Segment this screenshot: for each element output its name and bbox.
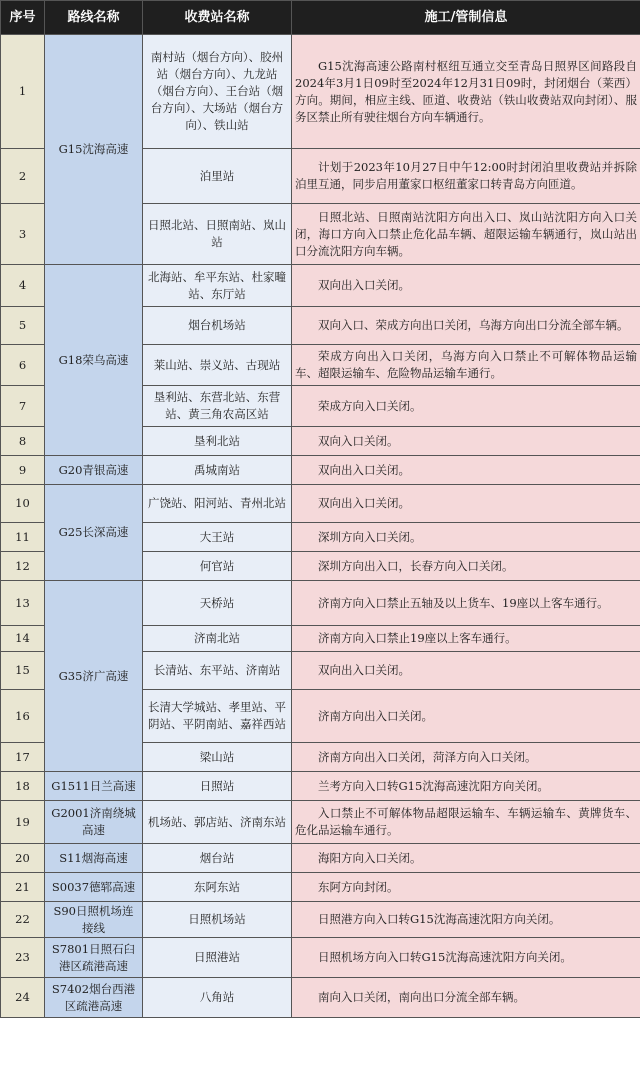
station-name: 日照机场站: [143, 902, 292, 938]
route-name: G25长深高速: [45, 485, 143, 581]
control-info-text: 济南方向入口禁止五轴及以上货车、19座以上客车通行。: [318, 595, 609, 610]
table-row: [1, 35, 640, 149]
station-name: 长清大学城站、孝里站、平阴站、平阴南站、嘉祥西站: [143, 690, 292, 743]
control-info: [292, 690, 640, 743]
control-info-text: 荣成方向入口关闭。: [318, 398, 422, 413]
route-name: G1511日兰高速: [45, 772, 143, 801]
row-index: 7: [1, 386, 45, 427]
route-name: G35济广高速: [45, 581, 143, 772]
row-index: 11: [1, 523, 45, 552]
row-index: 21: [1, 873, 45, 902]
route-name: G15沈海高速: [45, 35, 143, 265]
control-info: [292, 149, 640, 204]
control-info: [292, 581, 640, 626]
control-info-text: 计划于2023年10月27日中午12:00时封闭泊里收费站并拆除泊里互通，同步启用董家口枢纽董家口转青岛方向匝道。: [295, 160, 637, 191]
control-info-text: 南向入口关闭，南向出口分流全部车辆。: [318, 990, 525, 1004]
control-info-text: 双向出入口关闭。: [318, 663, 410, 677]
row-index: 23: [1, 938, 45, 978]
control-info-text: 济南方向出入口关闭。: [318, 708, 433, 723]
table-row: [1, 844, 640, 873]
control-info: [292, 902, 640, 938]
header-route: 路线名称: [45, 1, 143, 35]
station-name: 机场站、郭店站、济南东站: [143, 801, 292, 844]
row-index: 1: [1, 35, 45, 149]
station-name: 天桥站: [143, 581, 292, 626]
control-info-text: 荣成方向出入口关闭，乌海方向入口禁止不可解体物品运输车、超限运输车、危险物品运输车通行。: [295, 349, 637, 380]
route-name: G20青银高速: [45, 456, 143, 485]
control-info-text: 入口禁止不可解体物品超限运输车、车辆运输车、黄牌货车、危化品运输车通行。: [295, 806, 637, 837]
table-row: [1, 485, 640, 523]
control-info-text: 日照北站、日照南站沈阳方向出入口、岚山站沈阳方向入口关闭，海口方向入口禁止危化品车辆、超限运输车辆通行，岚山站出口分流沈阳方向车辆。: [295, 209, 637, 258]
station-name: 日照站: [143, 772, 292, 801]
station-name: 垦利北站: [143, 427, 292, 456]
route-name: S7801日照石臼港区疏港高速: [45, 938, 143, 978]
control-info-text: 日照机场方向入口转G15沈海高速沈阳方向关闭。: [318, 950, 572, 964]
route-name: S90日照机场连接线: [45, 902, 143, 938]
control-info-text: 双向入口关闭。: [318, 433, 399, 448]
control-info: [292, 652, 640, 690]
control-info-text: 双向入口、荣成方向出口关闭，乌海方向出口分流全部车辆。: [318, 318, 629, 332]
table-row: [1, 873, 640, 902]
row-index: 19: [1, 801, 45, 844]
control-info-text: 济南方向出入口关闭，菏泽方向入口关闭。: [318, 749, 537, 764]
row-index: 13: [1, 581, 45, 626]
row-index: 24: [1, 978, 45, 1018]
control-info: [292, 743, 640, 772]
control-info: [292, 456, 640, 485]
header-row: [1, 1, 640, 35]
row-index: 2: [1, 149, 45, 204]
table-row: [1, 581, 640, 626]
control-info: [292, 873, 640, 902]
table-row: [1, 978, 640, 1018]
control-info-text: 东阿方向封闭。: [318, 879, 399, 894]
table-row: [1, 265, 640, 307]
control-info-text: 海阳方向入口关闭。: [318, 850, 422, 865]
table-header: [1, 1, 640, 35]
control-info: [292, 307, 640, 345]
control-info: [292, 978, 640, 1018]
route-name: S7402烟台西港区疏港高速: [45, 978, 143, 1018]
station-name: 烟台站: [143, 844, 292, 873]
station-name: 南村站（烟台方向）、胶州站（烟台方向）、九龙站（烟台方向）、王台站（烟台方向）、大场站（烟台方向）、铁山站: [143, 35, 292, 149]
station-name: 梁山站: [143, 743, 292, 772]
control-info: [292, 386, 640, 427]
station-name: 泊里站: [143, 149, 292, 204]
station-name: 莱山站、崇义站、古现站: [143, 345, 292, 386]
row-index: 3: [1, 204, 45, 265]
control-info: [292, 265, 640, 307]
control-info: [292, 523, 640, 552]
station-name: 长清站、东平站、济南站: [143, 652, 292, 690]
station-name: 垦利站、东营北站、东营站、黄三角农高区站: [143, 386, 292, 427]
control-info: [292, 204, 640, 265]
route-name: G2001济南绕城高速: [45, 801, 143, 844]
control-info: [292, 345, 640, 386]
row-index: 16: [1, 690, 45, 743]
control-info: [292, 938, 640, 978]
control-info: [292, 427, 640, 456]
station-name: 广饶站、阳河站、青州北站: [143, 485, 292, 523]
row-index: 17: [1, 743, 45, 772]
station-name: 烟台机场站: [143, 307, 292, 345]
row-index: 9: [1, 456, 45, 485]
row-index: 6: [1, 345, 45, 386]
route-name: G18荣乌高速: [45, 265, 143, 456]
row-index: 8: [1, 427, 45, 456]
control-info: [292, 35, 640, 149]
control-info: [292, 801, 640, 844]
station-name: 日照港站: [143, 938, 292, 978]
table-row: [1, 801, 640, 844]
header-station: 收费站名称: [143, 1, 292, 35]
table-row: [1, 938, 640, 978]
row-index: 20: [1, 844, 45, 873]
table-row: [1, 456, 640, 485]
table-row: [1, 902, 640, 938]
row-index: 14: [1, 626, 45, 652]
station-name: 何官站: [143, 552, 292, 581]
row-index: 5: [1, 307, 45, 345]
control-info: [292, 844, 640, 873]
control-info-text: 双向出入口关闭。: [318, 462, 410, 477]
station-name: 大王站: [143, 523, 292, 552]
control-info-text: 兰考方向入口转G15沈海高速沈阳方向关闭。: [318, 778, 549, 793]
control-info-text: 双向出入口关闭。: [318, 278, 410, 292]
row-index: 18: [1, 772, 45, 801]
station-name: 济南北站: [143, 626, 292, 652]
row-index: 22: [1, 902, 45, 938]
row-index: 15: [1, 652, 45, 690]
header-info: 施工/管制信息: [292, 1, 640, 35]
control-info: [292, 552, 640, 581]
row-index: 10: [1, 485, 45, 523]
control-info-text: G15沈海高速公路南村枢纽互通立交至青岛日照界区间路段自2024年3月1日09时至2024年12月31日09时，封闭烟台（莱西）方向。期间，相应主线、匝道、收费站（铁山收费站双向封闭）、服务区禁止所有驶往烟台方向车辆通行。: [295, 58, 637, 124]
control-info-text: 双向出入口关闭。: [318, 496, 410, 510]
station-name: 禹城南站: [143, 456, 292, 485]
control-info-text: 深圳方向入口关闭。: [318, 529, 422, 544]
control-info: [292, 772, 640, 801]
route-name: S11烟海高速: [45, 844, 143, 873]
station-name: 东阿东站: [143, 873, 292, 902]
table-body: [1, 35, 640, 1018]
table-row: [1, 772, 640, 801]
control-info: [292, 626, 640, 652]
control-info-text: 济南方向入口禁止19座以上客车通行。: [318, 631, 517, 645]
station-name: 日照北站、日照南站、岚山站: [143, 204, 292, 265]
station-name: 北海站、牟平东站、杜家疃站、东厅站: [143, 265, 292, 307]
control-info-text: 深圳方向出入口，长春方向入口关闭。: [318, 558, 514, 573]
control-info: [292, 485, 640, 523]
station-name: 八角站: [143, 978, 292, 1018]
header-index: 序号: [1, 1, 45, 35]
control-info-text: 日照港方向入口转G15沈海高速沈阳方向关闭。: [318, 912, 561, 926]
row-index: 12: [1, 552, 45, 581]
row-index: 4: [1, 265, 45, 307]
route-name: S0037德郓高速: [45, 873, 143, 902]
